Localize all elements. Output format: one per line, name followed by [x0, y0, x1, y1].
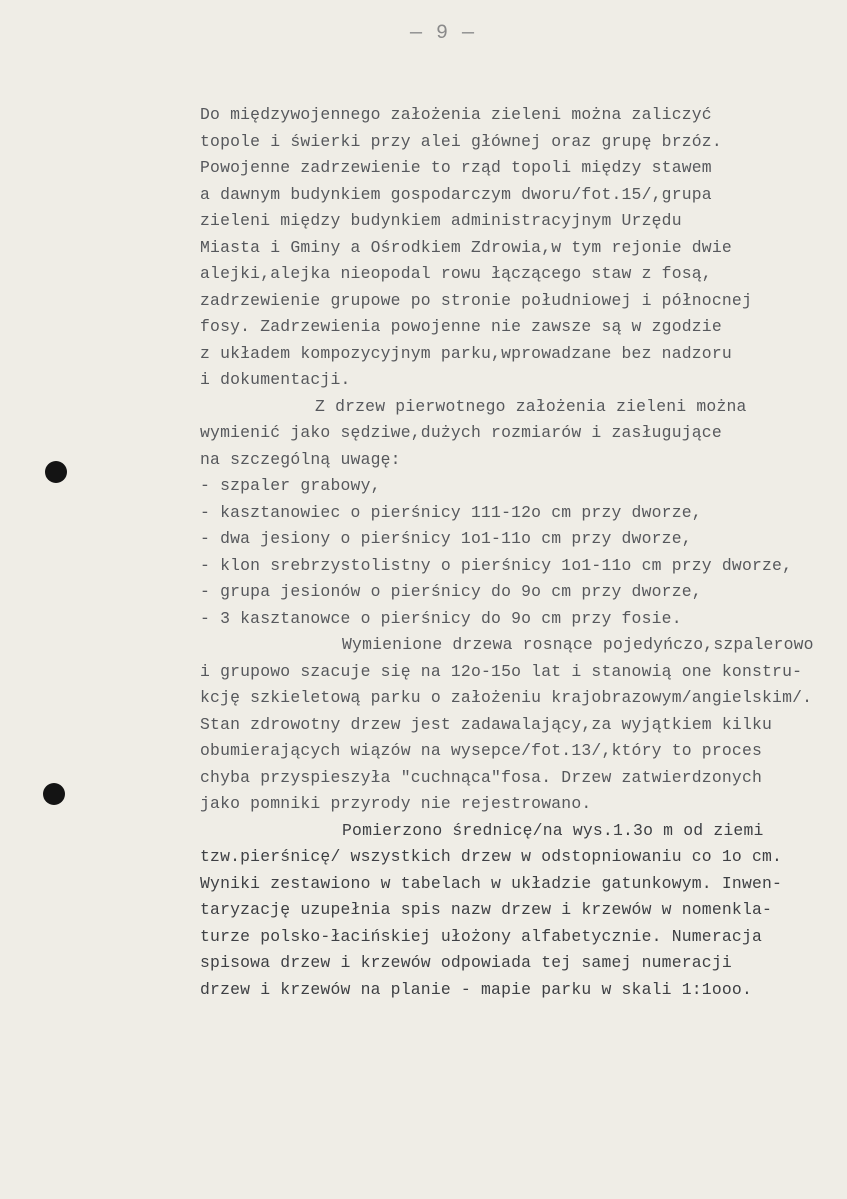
text-line: obumierających wiązów na wysepce/fot.13/,który to proces — [200, 741, 763, 760]
list-item: - 3 kasztanowce o pierśnicy do 9o cm przy fosie. — [200, 608, 682, 628]
text-line: tzw.pierśnicę/ wszystkich drzew w odstopniowaniu co 1o cm. — [200, 847, 783, 866]
text-line: Miasta i Gminy a Ośrodkiem Zdrowia,w tym rejonie dwie — [200, 237, 732, 257]
paragraph-start-line: Wymienione drzewa rosnące pojedyńczo,szpalerowo — [342, 635, 814, 654]
text-line: topole i świerki przy alei głównej oraz grupę brzóz. — [200, 131, 722, 151]
list-item: - klon srebrzystolistny o pierśnicy 1o1-11o cm przy dworze, — [200, 555, 793, 575]
list-item: - dwa jesiony o pierśnicy 1o1-11o cm przy dworze, — [200, 529, 692, 548]
text-line: kcję szkieletową parku o założeniu krajobrazowym/angielskim/. — [200, 688, 813, 707]
text-line: Wyniki zestawiono w tabelach w układzie gatunkowym. Inwen- — [200, 873, 783, 893]
text-line: zieleni między budynkiem administracyjnym Urzędu — [200, 211, 682, 230]
typewritten-text — [200, 102, 840, 1003]
paragraph-start-line: Z drzew pierwotnego założenia zieleni można — [315, 396, 747, 416]
text-line: Stan zdrowotny drzew jest zadawalający,za wyjątkiem kilku — [200, 714, 773, 734]
text-line: Do międzywojennego założenia zieleni można zaliczyć — [200, 105, 712, 124]
page-number: — 9 — — [410, 22, 476, 45]
text-line: drzew i krzewów na planie - mapie parku w skali 1:1ooo. — [200, 979, 752, 999]
text-line: wymienić jako sędziwe,dużych rozmiarów i zasługujące — [200, 423, 722, 442]
text-line: alejki,alejka nieopodal rowu łączącego staw z fosą, — [200, 264, 712, 283]
text-line: fosy. Zadrzewienia powojenne nie zawsze są w zgodzie — [200, 317, 722, 336]
text-line: i grupowo szacuje się na 12o-15o lat i stanowią one konstru- — [200, 661, 803, 681]
paragraph-start-line: Pomierzono średnicę/na wys.1.3o m od ziemi — [342, 820, 764, 840]
list-item: - kasztanowiec o pierśnicy 111-12o cm przy dworze, — [200, 502, 702, 522]
text-line: a dawnym budynkiem gospodarczym dworu/fot.15/,grupa — [200, 184, 712, 204]
list-item: - szpaler grabowy, — [200, 476, 381, 495]
punch-hole-bottom — [43, 783, 65, 805]
text-line: taryzację uzupełnia spis nazw drzew i krzewów w nomenkla- — [200, 900, 773, 919]
list-item: - grupa jesionów o pierśnicy do 9o cm przy dworze, — [200, 582, 702, 601]
text-line: Powojenne zadrzewienie to rząd topoli między stawem — [200, 158, 712, 177]
text-line: na szczególną uwagę: — [200, 449, 401, 469]
punch-hole-top — [45, 461, 67, 483]
text-line: turze polsko-łacińskiej ułożony alfabetycznie. Numeracja — [200, 926, 763, 946]
text-line: zadrzewienie grupowe po stronie południowej i północnej — [200, 290, 752, 310]
text-line: spisowa drzew i krzewów odpowiada tej samej numeracji — [200, 953, 732, 972]
text-line: jako pomniki przyrody nie rejestrowano. — [200, 794, 592, 813]
text-line: z układem kompozycyjnym parku,wprowadzane bez nadzoru — [200, 343, 732, 363]
text-line: chyba przyspieszyła "cuchnąca"fosa. Drzew zatwierdzonych — [200, 767, 763, 787]
text-line: i dokumentacji. — [200, 370, 351, 389]
